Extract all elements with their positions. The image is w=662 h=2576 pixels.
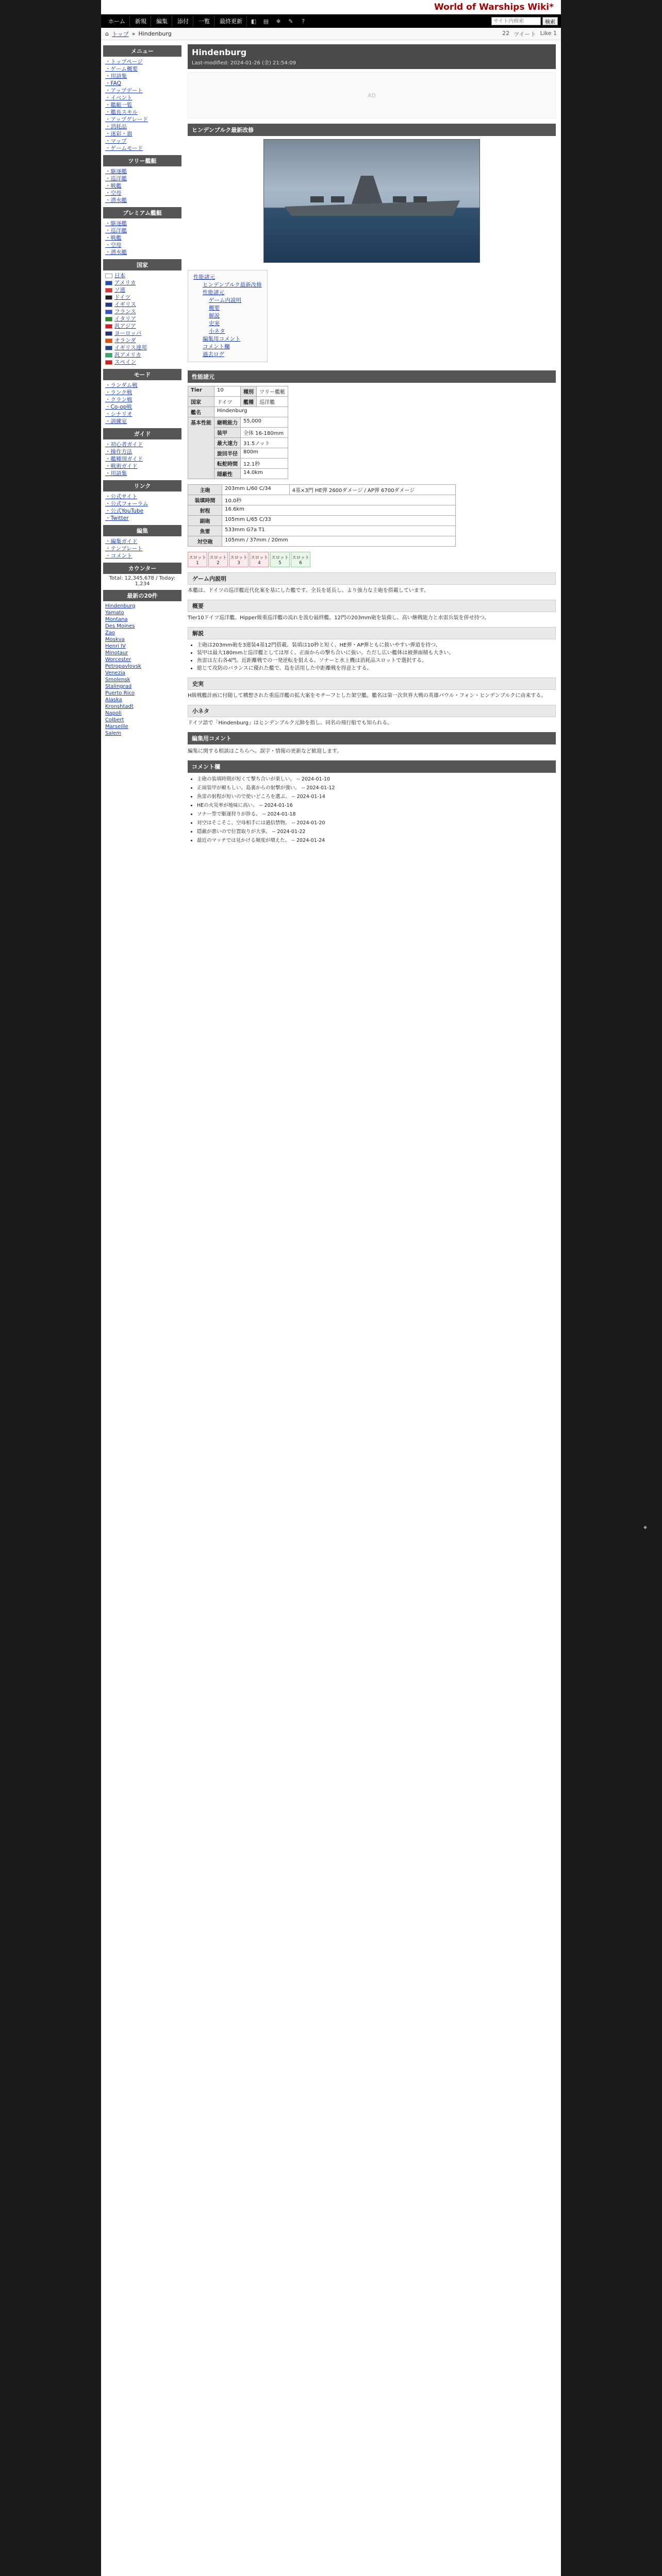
main-content [184,40,561,854]
flag-icon [105,353,112,358]
range-value: 16.6km [222,505,456,516]
armor-value: 全体 16-180mm [241,428,288,438]
breadcrumb-sep: » [131,30,136,37]
game-info-text: 本艦は、ドイツの巡洋艦近代化案を基にした艦です。全長を延長し、より強力な主砲を搭載しています。 [188,588,429,594]
recent-page-link[interactable]: Alaska [105,697,122,703]
sidebar-menu-link[interactable]: ・ トップページ [103,58,181,65]
section-history: 史実 [188,677,556,690]
sidebar-tree-link[interactable]: ・ 駆逐艦 [103,168,181,175]
sidebar-mode-link[interactable]: ・ 訓練室 [103,418,181,425]
sidebar-nation-link[interactable] [103,308,181,315]
recent-page-link[interactable]: Salem [105,731,122,736]
sidebar-nation-label: オランダ [114,337,136,344]
hull-label: 基本性能 [188,417,214,479]
hp-value: 55,000 [241,417,288,428]
like-button[interactable]: Like 1 [540,29,557,37]
sidebar-menu-link[interactable]: ・ マップ [103,138,181,145]
last-modified: Last-modified: 2024-01-26 (金) 21:54:09 [192,60,296,66]
page [101,0,561,2576]
sidebar-mode-link[interactable]: ・ クラン戦 [103,396,181,403]
sidebar-mode-link[interactable]: ・ Co-op戦 [103,403,181,411]
sidebar-guide-head: ガイド [103,428,181,439]
upgrade-slot-5[interactable]: スロット5 [270,552,290,567]
menu-list[interactable]: 一覧 [194,15,214,27]
menu-attach[interactable]: 添付 [173,15,193,27]
type-label: 種別 [241,386,257,397]
sidebar-menu-link[interactable]: ・ ゲーム概要 [103,65,181,73]
sidebar-nation-label: 汎アメリカ [114,352,141,358]
upgrade-slot-6[interactable]: スロット6 [291,552,310,567]
recent-page-link[interactable]: Stalingrad [105,684,132,689]
freeze-icon[interactable]: ❄ [276,18,281,25]
spec-table-basic [188,386,288,479]
play-list [197,641,556,672]
recent-page-link[interactable]: Kronshtadt [105,704,134,709]
comment-item: • 対空はそこそこ、空母相手には過信禁物。 -- 2024-01-20 [197,820,556,827]
sidebar-menu-link[interactable]: ・ 用語集 [103,73,181,80]
sidebar-prem-link[interactable]: ・ 巡洋艦 [103,227,181,234]
name-value: Hindenburg [214,407,288,417]
name-label: 艦名 [188,407,214,417]
recent-page-link[interactable]: Smolensk [105,677,130,683]
sidebar-nation-label: アメリカ [114,280,136,286]
reload-value: 10.0秒 [222,495,456,505]
range-label: 射程 [188,505,222,516]
section-note: 小ネタ [188,705,556,717]
share-count: 22 [502,29,510,37]
search-box [491,17,558,25]
armor-label: 装甲 [214,428,241,438]
play-item: • 装甲は最大180mmと巡洋艦としては厚く、正面からの撃ち合いに強い。ただし広い艦体は被弾面積も大きい。 [197,649,556,657]
toc-link[interactable]: 過去ログ [203,351,224,358]
recent-page-link[interactable]: Napoli [105,710,122,716]
flag-icon [105,346,112,350]
sidebar-nation-link[interactable] [103,337,181,344]
sidebar-prem-link[interactable]: ・ 戦艦 [103,234,181,242]
upgrade-slot-3[interactable]: スロット3 [229,552,249,567]
sidebar-prem-head: プレミアム艦艇 [103,207,181,218]
sidebar-mode-link[interactable]: ・ シナリオ [103,411,181,418]
hp-label: 継戦能力 [214,417,241,428]
comment-item: • 最近のマッチでは見かける頻度が増えた。 -- 2024-01-24 [197,837,556,844]
sidebar-menu-link[interactable]: ・ 艦長スキル [103,109,181,116]
backup-icon[interactable]: ▤ [263,18,269,25]
sidebar-edit-head: 編集 [103,525,181,536]
recent-page-link[interactable]: Venezia [105,670,125,676]
sidebar-nation-link[interactable] [103,286,181,294]
recent-page-link[interactable]: Zao [105,630,115,636]
guns-value: 203mm L/60 C/34 [222,485,290,495]
toc-link[interactable]: 編集用コメント [203,336,241,342]
aa-value: 105mm / 37mm / 20mm [222,536,456,547]
sidebar-nation-label: スペイン [114,359,136,365]
toc-link[interactable]: 性能諸元 [203,290,224,296]
upgrade-slot-2[interactable]: スロット2 [208,552,228,567]
speed-label: 最大速力 [214,438,241,448]
sidebar-mode-link[interactable]: ・ ランク戦 [103,389,181,396]
recent-page-link[interactable]: Henri IV [105,643,126,649]
sidebar-menu-link[interactable]: ・ アップデート [103,87,181,94]
search-button[interactable]: 検索 [542,17,558,25]
share-area [502,30,557,38]
menu-edit[interactable]: 編集 [152,15,172,27]
ad-banner[interactable]: AD [188,72,556,118]
flag-icon [105,324,112,329]
breadcrumb [101,28,561,40]
sidebar-tree-link[interactable]: ・ 戦艦 [103,182,181,190]
sidebar-prem-link[interactable]: ・ 空母 [103,242,181,249]
recent-page-link[interactable]: Petropavlovsk [105,664,141,669]
upgrade-slot-4[interactable]: スロット4 [250,552,269,567]
flag-icon [105,281,112,285]
menu-home[interactable]: ホーム [104,15,130,27]
sidebar-prem-link[interactable]: ・ 潜水艦 [103,249,181,256]
sidebar-nation-label: イギリス [114,301,136,308]
toc-link[interactable]: 史実 [209,320,220,327]
torpedo-value: 533mm G7a T1 [222,526,456,536]
sidebar-tree-link[interactable]: ・ 潜水艦 [103,197,181,204]
torpedo-label: 魚雷 [188,526,222,536]
breadcrumb-page: Hindenburg [138,30,172,37]
sidebar-menu-link[interactable]: ・ FAQ [103,80,181,87]
class-value[interactable]: 巡洋艦 [257,397,288,407]
sidebar-edit-link[interactable]: ・ テンプレート [103,545,181,552]
section-spec: 性能諸元 [188,370,556,383]
sidebar-external-link[interactable]: ・ 公式YouTube [103,507,181,515]
sidebar-nation-link[interactable] [103,323,181,330]
type-value: ツリー艦艇 [257,386,288,397]
sidebar-mode-link[interactable]: ・ ランダム戦 [103,382,181,389]
comment-item: • 魚雷の射程が短いので使いどころを選ぶ。 -- 2024-01-14 [197,793,556,801]
scroll-indicator-icon[interactable]: ◆ [643,1525,647,1530]
comment-item: • ソナー型で駆逐狩りが捗る。 -- 2024-01-18 [197,811,556,818]
flag-icon [105,317,112,321]
speed-value: 31.5ノット [241,438,288,448]
guns-label: 主砲 [188,485,222,495]
sidebar-nation-label: 汎アジア [114,323,136,329]
spec-table-guns [188,484,456,547]
sidebar-nation-label: ソ連 [114,287,125,293]
nation-label: 国家 [188,397,214,407]
sidebar-nation-link[interactable] [103,272,181,279]
sidebar-menu-link[interactable]: ・ 迷彩・旗 [103,130,181,138]
play-item: • 主砲は203mm砲を3連装4基12門搭載。装填は10秒と短く、HE弾・AP弾ともに扱いやすい弾道を持つ。 [197,641,556,649]
tweet-button[interactable]: ツイート [514,30,536,38]
play-item: • 総じて攻防のバランスに優れた艦で、島を活用した中距離戦を得意とする。 [197,665,556,672]
page-header [188,44,556,69]
ship-turret-1 [310,196,324,202]
sidebar-external-link[interactable]: ・ 公式サイト [103,493,181,500]
table-of-contents [188,270,268,362]
toc-link[interactable]: 小ネタ [209,328,225,334]
section-game-info: ゲーム内説明 [188,572,556,585]
toc-link[interactable]: 性能諸元 [193,274,215,280]
toc-link[interactable]: コメント欄 [203,344,230,350]
sidebar-nation-link[interactable] [103,359,181,366]
flag-icon [105,331,112,336]
sidebar-nation-label: イギリス連邦 [114,345,147,351]
comment-item: • 隠蔽が悪いので位置取りが大事。 -- 2024-01-22 [197,828,556,836]
flag-icon [105,288,112,293]
section-image-title: ヒンデンブルク最新改修 [188,124,556,136]
sidebar-external-link[interactable]: ・ 公式フォーラム [103,500,181,507]
comment-item: • HEの火災率が地味に高い。 -- 2024-01-16 [197,802,556,809]
sidebar-nation-link[interactable] [103,315,181,323]
sidebar-menu-link[interactable]: ・ 消耗品 [103,123,181,130]
sidebar-guide-link[interactable]: ・ 艦種別ガイド [103,455,181,463]
sidebar-menu-head: メニュー [103,45,181,57]
sidebar-prem-link[interactable]: ・ 駆逐艦 [103,220,181,227]
page-title: Hindenburg [192,47,247,57]
ship-image [263,139,480,263]
flag-icon [105,310,112,314]
breadcrumb-home[interactable]: トップ [111,30,129,38]
sidebar-edit-link[interactable]: ・ コメント [103,552,181,560]
recent-page-link[interactable]: Colbert [105,717,124,723]
history-text: H級戦艦計画に付随して構想された重巡洋艦の拡大案をモチーフとした架空艦。艦名は第一次世界大戦の英雄パウル・フォン・ヒンデンブルクに由来する。 [188,693,547,699]
toc-link[interactable]: 概要 [209,305,220,311]
recent-page-link[interactable]: Des Moines [105,623,135,629]
turn-label: 旋回半径 [214,448,241,459]
nation-value[interactable]: ドイツ [214,397,241,407]
recent-page-link[interactable]: Moskva [105,637,125,642]
secondary-value: 105mm L/65 C/33 [222,516,456,526]
sidebar-nation-label: ヨーロッパ [114,330,142,336]
rudder-label: 転舵時間 [214,459,241,469]
rename-icon[interactable]: ✎ [288,18,293,25]
sidebar-tree-link[interactable]: ・ 空母 [103,190,181,197]
sidebar-nation-label: ドイツ [114,294,130,300]
note-text: ドイツ語で「Hindenburg」はヒンデンブルク元帥を指し、同名の飛行船でも知られる。 [188,720,393,726]
conceal-value: 14.0km [241,469,288,479]
recent-page-link[interactable]: Minotaur [105,650,128,656]
sidebar-nation-link[interactable] [103,351,181,359]
sidebar [101,40,184,854]
sidebar-edit-link[interactable]: ・ 編集ガイド [103,538,181,545]
sidebar-menu-link[interactable]: ・ ゲームモード [103,145,181,152]
comment-item: • 主砲の装填時間が短くて撃ち合いが楽しい。 -- 2024-01-10 [197,776,556,783]
sidebar-link-head: リンク [103,480,181,492]
sidebar-tree-link[interactable]: ・ 巡洋艦 [103,175,181,182]
flag-icon [105,274,112,278]
ship-turret-4 [413,196,427,202]
section-overview: 概要 [188,600,556,612]
home-icon[interactable]: ⌂ [105,30,109,37]
ship-tower [352,176,383,204]
section-edit-comment: 編集用コメント [188,732,556,744]
recent-page-link[interactable]: Hindenburg [105,603,136,609]
sidebar-nation-link[interactable] [103,301,181,308]
flag-icon [105,302,112,307]
overview-text: Tier10ドイツ巡洋艦。Hipper級重巡洋艦の流れを汲む最終艦。12門の203mm砲を装備し、高い継戦能力と水雷兵装を併せ持つ。 [188,615,490,621]
sidebar-guide-link[interactable]: ・ 初心者ガイド [103,441,181,448]
sidebar-guide-link[interactable]: ・ 操作方法 [103,448,181,455]
flag-icon [105,295,112,300]
section-play: 解説 [188,627,556,639]
sidebar-nation-label: フランス [114,309,136,315]
sidebar-menu-link[interactable]: ・ イベント [103,94,181,101]
recent-page-link[interactable]: Montana [105,617,128,622]
sidebar-menu-link[interactable]: ・ 艦艇一覧 [103,101,181,109]
help-icon[interactable]: ? [302,18,305,25]
flag-icon [105,360,112,365]
secondary-label: 副砲 [188,516,222,526]
ship-turret-2 [331,196,344,202]
tier-value: 10 [214,386,241,397]
visitor-counter: Total: 12,345,678 / Today: 1,234 [109,575,176,587]
menu-new[interactable]: 新規 [131,15,151,27]
sidebar-guide-link[interactable]: ・ 戦術ガイド [103,463,181,470]
menu-recent[interactable]: 最終更新 [216,15,247,27]
rudder-value: 12.1秒 [241,459,288,469]
sidebar-nation-label: 日本 [114,273,125,279]
play-item: • 魚雷は左右各4門。近距離戦での一発逆転を狙える。ソナーと水上機は消耗品スロットで選択する。 [197,657,556,665]
aa-label: 対空砲 [188,536,222,547]
recent-page-link[interactable]: Worcester [105,657,131,663]
conceal-label: 隠蔽性 [214,469,241,479]
sidebar-mode-head: モード [103,369,181,380]
flag-icon [105,338,112,343]
recent-page-link[interactable]: Yamato [105,610,124,616]
comment-list [197,776,556,844]
ship-turret-3 [393,196,406,202]
sidebar-nation-link[interactable] [103,279,181,286]
upgrade-slot-1[interactable]: スロット1 [188,552,207,567]
reload-label: 装填時間 [188,495,222,505]
sidebar-guide-link[interactable]: ・ 用語集 [103,470,181,477]
sidebar-nation-link[interactable] [103,330,181,337]
sidebar-nation-link[interactable] [103,294,181,301]
class-label: 艦種 [241,397,257,407]
sidebar-recent-head: 最新の20件 [103,590,181,601]
recent-page-link[interactable]: Marseille [105,724,128,730]
toc-link[interactable]: ゲーム内説明 [209,297,241,303]
guns-detail: 4基×3門 HE弾 2600ダメージ / AP弾 6700ダメージ [289,485,455,495]
top-bar [101,0,561,14]
section-comments: コメント欄 [188,760,556,773]
site-title[interactable]: World of Warships Wiki* [434,2,554,12]
comment-item: • 正面装甲が頼もしい。島裏からの射撃が強い。 -- 2024-01-12 [197,785,556,792]
turn-value: 800m [241,448,288,459]
recent-page-link[interactable]: Puerto Rico [105,690,135,696]
tier-label: Tier [188,386,214,397]
toc-link[interactable]: ヒンデンブルク最新改修 [203,282,262,288]
upgrade-slots [188,552,556,567]
sidebar-nation-head: 国家 [103,259,181,270]
sidebar-nation-label: イタリア [114,316,136,322]
sidebar-tree-head: ツリー艦艇 [103,155,181,166]
sidebar-external-link[interactable]: ・ Twitter [103,515,181,522]
sidebar-nation-link[interactable] [103,344,181,351]
toc-link[interactable]: 解説 [209,313,220,319]
diff-icon[interactable]: ◧ [251,18,257,25]
sidebar-count-head: カウンター [103,563,181,574]
menu-bar [101,14,561,28]
sidebar-menu-link[interactable]: ・ アップグレード [103,116,181,123]
edit-comment-text: 編集に関する相談はこちらへ。誤字・情報の更新など歓迎します。 [188,749,342,754]
search-input[interactable] [491,17,541,25]
